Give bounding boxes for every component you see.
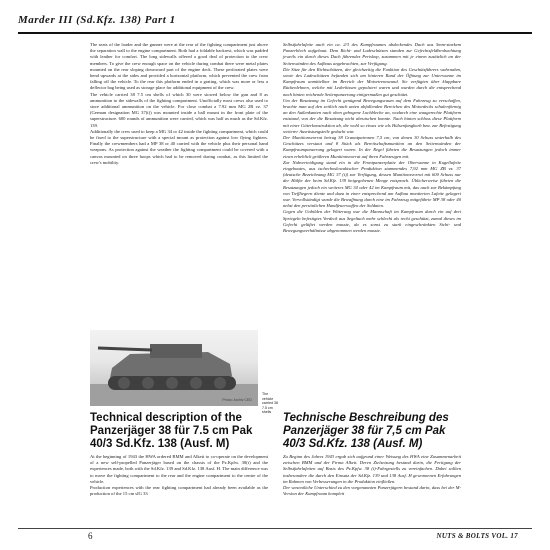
german-paragraph: Zu Beginn des Jahres 1943 ergab sich aufgrund einer Weisung des HWA eine Zusammenarbeit zwischen BMM und der Firma Alkett. Deren Zielsetzung bestand darin, die Fertigung der Selbstfahrlafetten auf Basis des Pz.Kpfw. 38 (t)-Fahrgestells zu vereinfachen. Dabei sollten insbesondere die durch den Einsatz der Sd.Kfz. 139 und 138 Ausf. H gewonnenen Erfahrungen im Rahmen von Verbesserungen in die Produktion einfließen. bbox=[283, 454, 461, 484]
german-paragraph: Der Munitionsvorrat betrug 38 Granatpatronen 7,5 cm, von denen 30 Schuss unterhalb des Geschützes verstaut und 8 Stück als Bereitschaftsmunition an den Seitenwänden der Kampfraumpanzerung gelagert waren. In der Regel führten die Besatzungen jedoch immer einen erheblich größeren Munitionsvorrat auf ihren Fahrzeugen mit. bbox=[283, 135, 461, 159]
english-paragraph: Additionally the crew used to keep a MG 34 or 42 inside the fighting compartment, which could be fixed to the superstructure with a special mount as protection against low flying fighters. Finally the crewmembers had a MP 38 or 40 carried with the vehicle plus their personal hand weapons. As protection against the weather the fighting compartment could be covered with a canvas mounted on three hoops which had to be removed during combat, as this limited the crew's mobility. bbox=[90, 128, 268, 165]
english-column bbox=[90, 42, 268, 166]
german-paragraph: Zur Nahverteidigung stand ein in die Frontpanzerplatte der Oberwanne in Kugellafette eingebautes, aus tschechoslowakischer Produktion stammendes 7,92 mm MG ZB vz. 37 (deutsche Bezeichnung MG 37 (t)) zur Verfügung, dessen Munitionsvorrat mit 600 Schuss nur der Hälfte der beim Sd.Kfz. 139 beigegebenen Menge entsprach. Üblicherweise führten die Besatzungen jedoch ein weiteres MG 34 oder 42 im Kampfraum mit, das auch zur Bekämpfung von Tieffliegern diente und dazu in einer entsprechend am Aufbau montierten Lafette gelagert war. Vervollständigt wurde die Bewaffnung durch eine im Fahrzeug mitgeführte MP 38 oder 40 nebst den persönlichen Handfeuerwaffen der Soldaten. bbox=[283, 159, 461, 209]
section-title-english: Technical description of the Panzerjäger 38 für 7.5 cm Pak 40/3 Sd.Kfz. 138 (Ausf. M) bbox=[90, 412, 253, 450]
english-technical-section bbox=[90, 412, 268, 497]
english-paragraph: At the beginning of 1943 the HWA ordered BMM and Alkett to co-operate on the development of a new self-propelled Panzerjäger based on the chassis of the Pz.Kpfw. 38(t) and the experiences made, both with the Sd.Kfz. 139 and Sd.Kfz. 138 Ausf. H. The main difference was to move the fighting compartment to the rear and the engine compartment to the centre of the vehicle. bbox=[90, 454, 268, 484]
english-paragraph: Production experiences with the rear fighting compartment had already been available as the production of the 15 cm sIG 33 bbox=[90, 485, 268, 497]
section-title-german: Technische Beschreibung des Panzerjäger 38 für 7,5 cm Pak 40/3 Sd.Kfz. 138 (Ausf. M) bbox=[283, 412, 449, 450]
english-paragraph: The vehicle carried 38 7.5 cm shells of which 30 were stowed below the gun and 8 as ammunition to the sidewalls of the fighting compartment. Unofficially most crews also used to store additional ammunition on the vehicle. For close combat a 7.92 mm MG 2R vz. 37 (German designation MG 37(t)) was mounted inside a ball mount in the front plate of the superstructure. 600 rounds of ammunition were carried, which was half as much as the Sd.Kfz. 139. bbox=[90, 91, 268, 128]
english-paragraph: The seats of the loader and the gunner were at the rear of the fighting compartment just above the separation wall to the engine compartment. Both had a foldable backrest, which was padded with leather for comfort. The long sidewalls offered a good deal of protection to the crew members. To give the crew enough space on the vehicle during combat there were metal plates mounted on the rear sloping downward part of the engine deck. These perforated plates were bend upwards at the sides and provided a horizontal platform, which prevented the crew from falling off the vehicle. To the rear this platform ended in a grating, which was more or less a deflector bag being used as storage place for additional equipment of the crew. bbox=[90, 42, 268, 91]
tank-photo bbox=[90, 330, 258, 406]
photo-credit: Photo: Archiv CED bbox=[222, 398, 252, 402]
german-column bbox=[283, 42, 461, 234]
magazine-title: NUTS & BOLTS VOL. 17 bbox=[436, 532, 518, 540]
german-paragraph: Um der Besatzung im Gefecht genügend Bewegungsraum auf dem Fahrzeug zu verschaffen, brachte man auf den seitlich nach unten abfallenden Bereichen des Motordecks schalenförmig an den Außenkanten nach oben gebogene Lochbleche an, wodurch eine waagerechte Plattform entstand, von der die Besatzung nicht abrutschen konnte. Nach hinten schloss diese Plattform mit einer Gitterkonstruktion ab, die wohl so etwas wie als Hülsenfangkorb bzw. zur Befestigung weiterer Ausrüstungsteile gedacht war. bbox=[283, 97, 461, 134]
page-number: 6 bbox=[88, 531, 93, 541]
german-technical-section bbox=[283, 412, 461, 497]
page-footer bbox=[18, 528, 532, 543]
german-paragraph: Der wesentliche Unterschied zu den vorgenannten Panzerjägern bestand darin, dass bei der M-Version der Kampfraum komplett bbox=[283, 485, 461, 497]
german-paragraph: Gegen die Unbilden der Witterung war die Mannschaft im Kampfraum durch ein auf drei Spriegeln befestigtes Verdeck aus Segeltuch mehr schlecht als recht geschützt, zumal dieses im Gefecht gelüftet werden musste, da es sonst zu stark eingeschränkten Sicht- und Bewegungsverhältnisse abgenommen werden musste. bbox=[283, 209, 461, 234]
page-header bbox=[18, 10, 532, 34]
german-paragraph: Die Sitze für den Richtschützen, der gleichzeitig die Funktion des Geschützführers wahrnahm, sowie des Ladeschützen befanden sich am hinteren Rand der Öffnung zur Unterwanne im Kampfraum unmittelbar im Bereich der Motortrennwand. Sie verfügten über klappbare Rückenlehnen, welche mit Lederkissen gepolstert waren und wurden durch die entsprechend nach hinten reichende Seitenpanzerung einigermaßen gut geschützt. bbox=[283, 66, 461, 97]
header-title: Marder III (Sd.Kfz. 138) Part 1 bbox=[18, 14, 176, 26]
german-paragraph: Selbstfahrlafette auch ein ca. 2/3 des Kampfraumes abdeckendes Dach aus 5mm-starkem Panzerblech aufgebaut. Dem Richt- und Ladeschützen standen zur Gefechtsfeldbeobachtung jeweils ein durch dieses Dach führendes Periskop, zusammen mit je einem zusätzlich an der Seitenwänden des Aufbaus angebrachten, zur Verfügung. bbox=[283, 42, 461, 66]
tank-illustration bbox=[90, 330, 258, 406]
photo-caption: The vehicle carried 38 7.5 cm shells bbox=[262, 392, 278, 415]
